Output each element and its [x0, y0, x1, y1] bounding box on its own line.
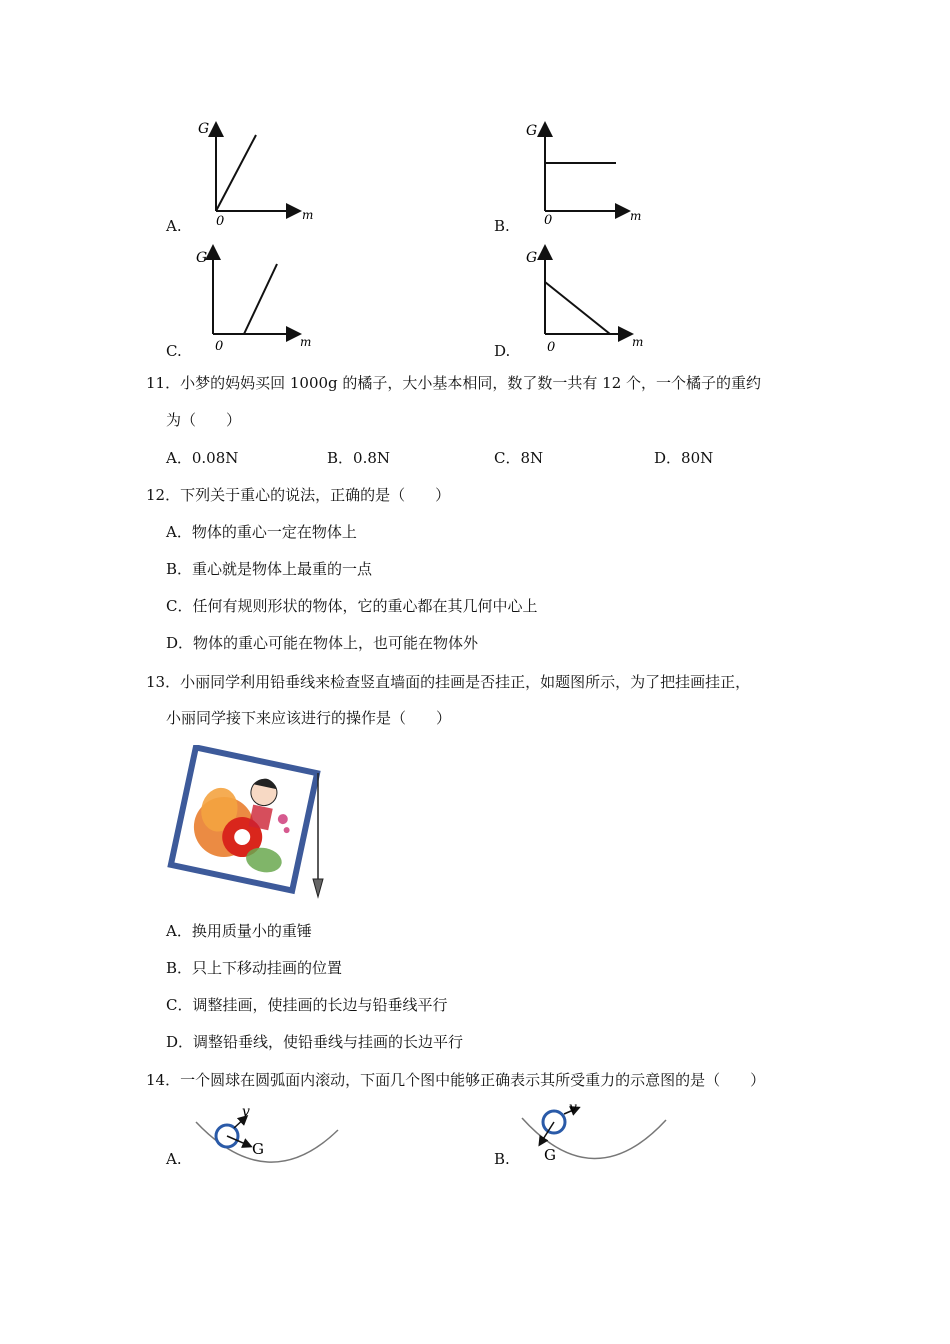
graph-b	[510, 115, 650, 225]
painting-svg	[166, 745, 336, 905]
option-label: D.	[494, 342, 511, 360]
q11-option-a: A．0.08N	[166, 449, 239, 467]
graph-b-svg	[510, 115, 650, 225]
origin-label: 0	[544, 213, 553, 225]
q14-stem: 14．一个圆球在圆弧面内滚动，下面几个图中能够正确表示其所受重力的示意图的是（ ）	[146, 1071, 766, 1089]
axis-g-label: G	[198, 121, 210, 137]
gravity-label: G	[252, 1140, 264, 1158]
graph-a	[180, 115, 320, 225]
q12-option-b: B．重心就是物体上最重的一点	[166, 560, 373, 578]
q14-option-label: B.	[494, 1150, 510, 1168]
axis-m-label: m	[630, 209, 642, 223]
q11-option-b: B．0.8N	[327, 449, 391, 467]
q14-option-label: A.	[166, 1150, 182, 1168]
graph-c	[180, 240, 320, 352]
q11-stem-line2: 为（ ）	[166, 411, 242, 429]
graph-d-line	[545, 282, 610, 334]
axis-m-label: m	[302, 208, 314, 222]
origin-label: 0	[215, 339, 224, 352]
q12-option-c: C．任何有规则形状的物体，它的重心都在其几何中心上	[166, 597, 538, 615]
axis-m-label: m	[300, 335, 312, 349]
option-label: C.	[166, 342, 182, 360]
q11-option-d: D．80N	[654, 449, 714, 467]
q13-option-b: B．只上下移动挂画的位置	[166, 959, 343, 977]
q13-option-a: A．换用质量小的重锤	[166, 922, 312, 940]
graph-a-svg	[180, 115, 320, 225]
axis-m-label: m	[632, 335, 644, 349]
q13-stem-line2: 小丽同学接下来应该进行的操作是（ ）	[166, 709, 452, 727]
q11-option-c: C．8N	[494, 449, 544, 467]
option-label: B.	[494, 217, 510, 235]
ball-figure-a	[190, 1100, 350, 1166]
graph-c-line	[244, 264, 277, 334]
axis-g-label: G	[526, 250, 538, 266]
tilted-painting-figure	[166, 745, 336, 905]
q12-option-d: D．物体的重心可能在物体上，也可能在物体外	[166, 634, 479, 652]
axis-g-label: G	[196, 250, 208, 266]
ball-b-svg	[518, 1098, 678, 1168]
graph-a-line	[216, 135, 256, 211]
velocity-label: v	[242, 1104, 250, 1120]
velocity-label: v	[569, 1100, 577, 1116]
plumb-bob-icon	[313, 879, 323, 897]
graph-d	[510, 240, 650, 352]
option-label: A.	[166, 217, 182, 235]
q13-option-d: D．调整铅垂线，使铅垂线与挂画的长边平行	[166, 1033, 464, 1051]
origin-label: 0	[216, 214, 225, 225]
axis-g-label: G	[526, 123, 538, 139]
q11-stem-line1: 11．小梦的妈妈买回 1000g 的橘子，大小基本相同，数了数一共有 12 个，一个橘子的重约	[146, 374, 762, 392]
q12-option-a: A．物体的重心一定在物体上	[166, 523, 357, 541]
gravity-label: G	[544, 1146, 556, 1164]
q12-stem: 12．下列关于重心的说法，正确的是（ ）	[146, 486, 451, 504]
origin-label: 0	[547, 340, 556, 352]
ball-figure-b	[518, 1098, 678, 1168]
graph-d-svg	[510, 240, 650, 352]
graph-c-svg	[180, 240, 320, 352]
ball-a-svg	[190, 1100, 350, 1166]
q13-stem-line1: 13．小丽同学利用铅垂线来检查竖直墙面的挂画是否挂正，如题图所示，为了把挂画挂正，	[146, 673, 751, 691]
q13-option-c: C．调整挂画，使挂画的长边与铅垂线平行	[166, 996, 448, 1014]
